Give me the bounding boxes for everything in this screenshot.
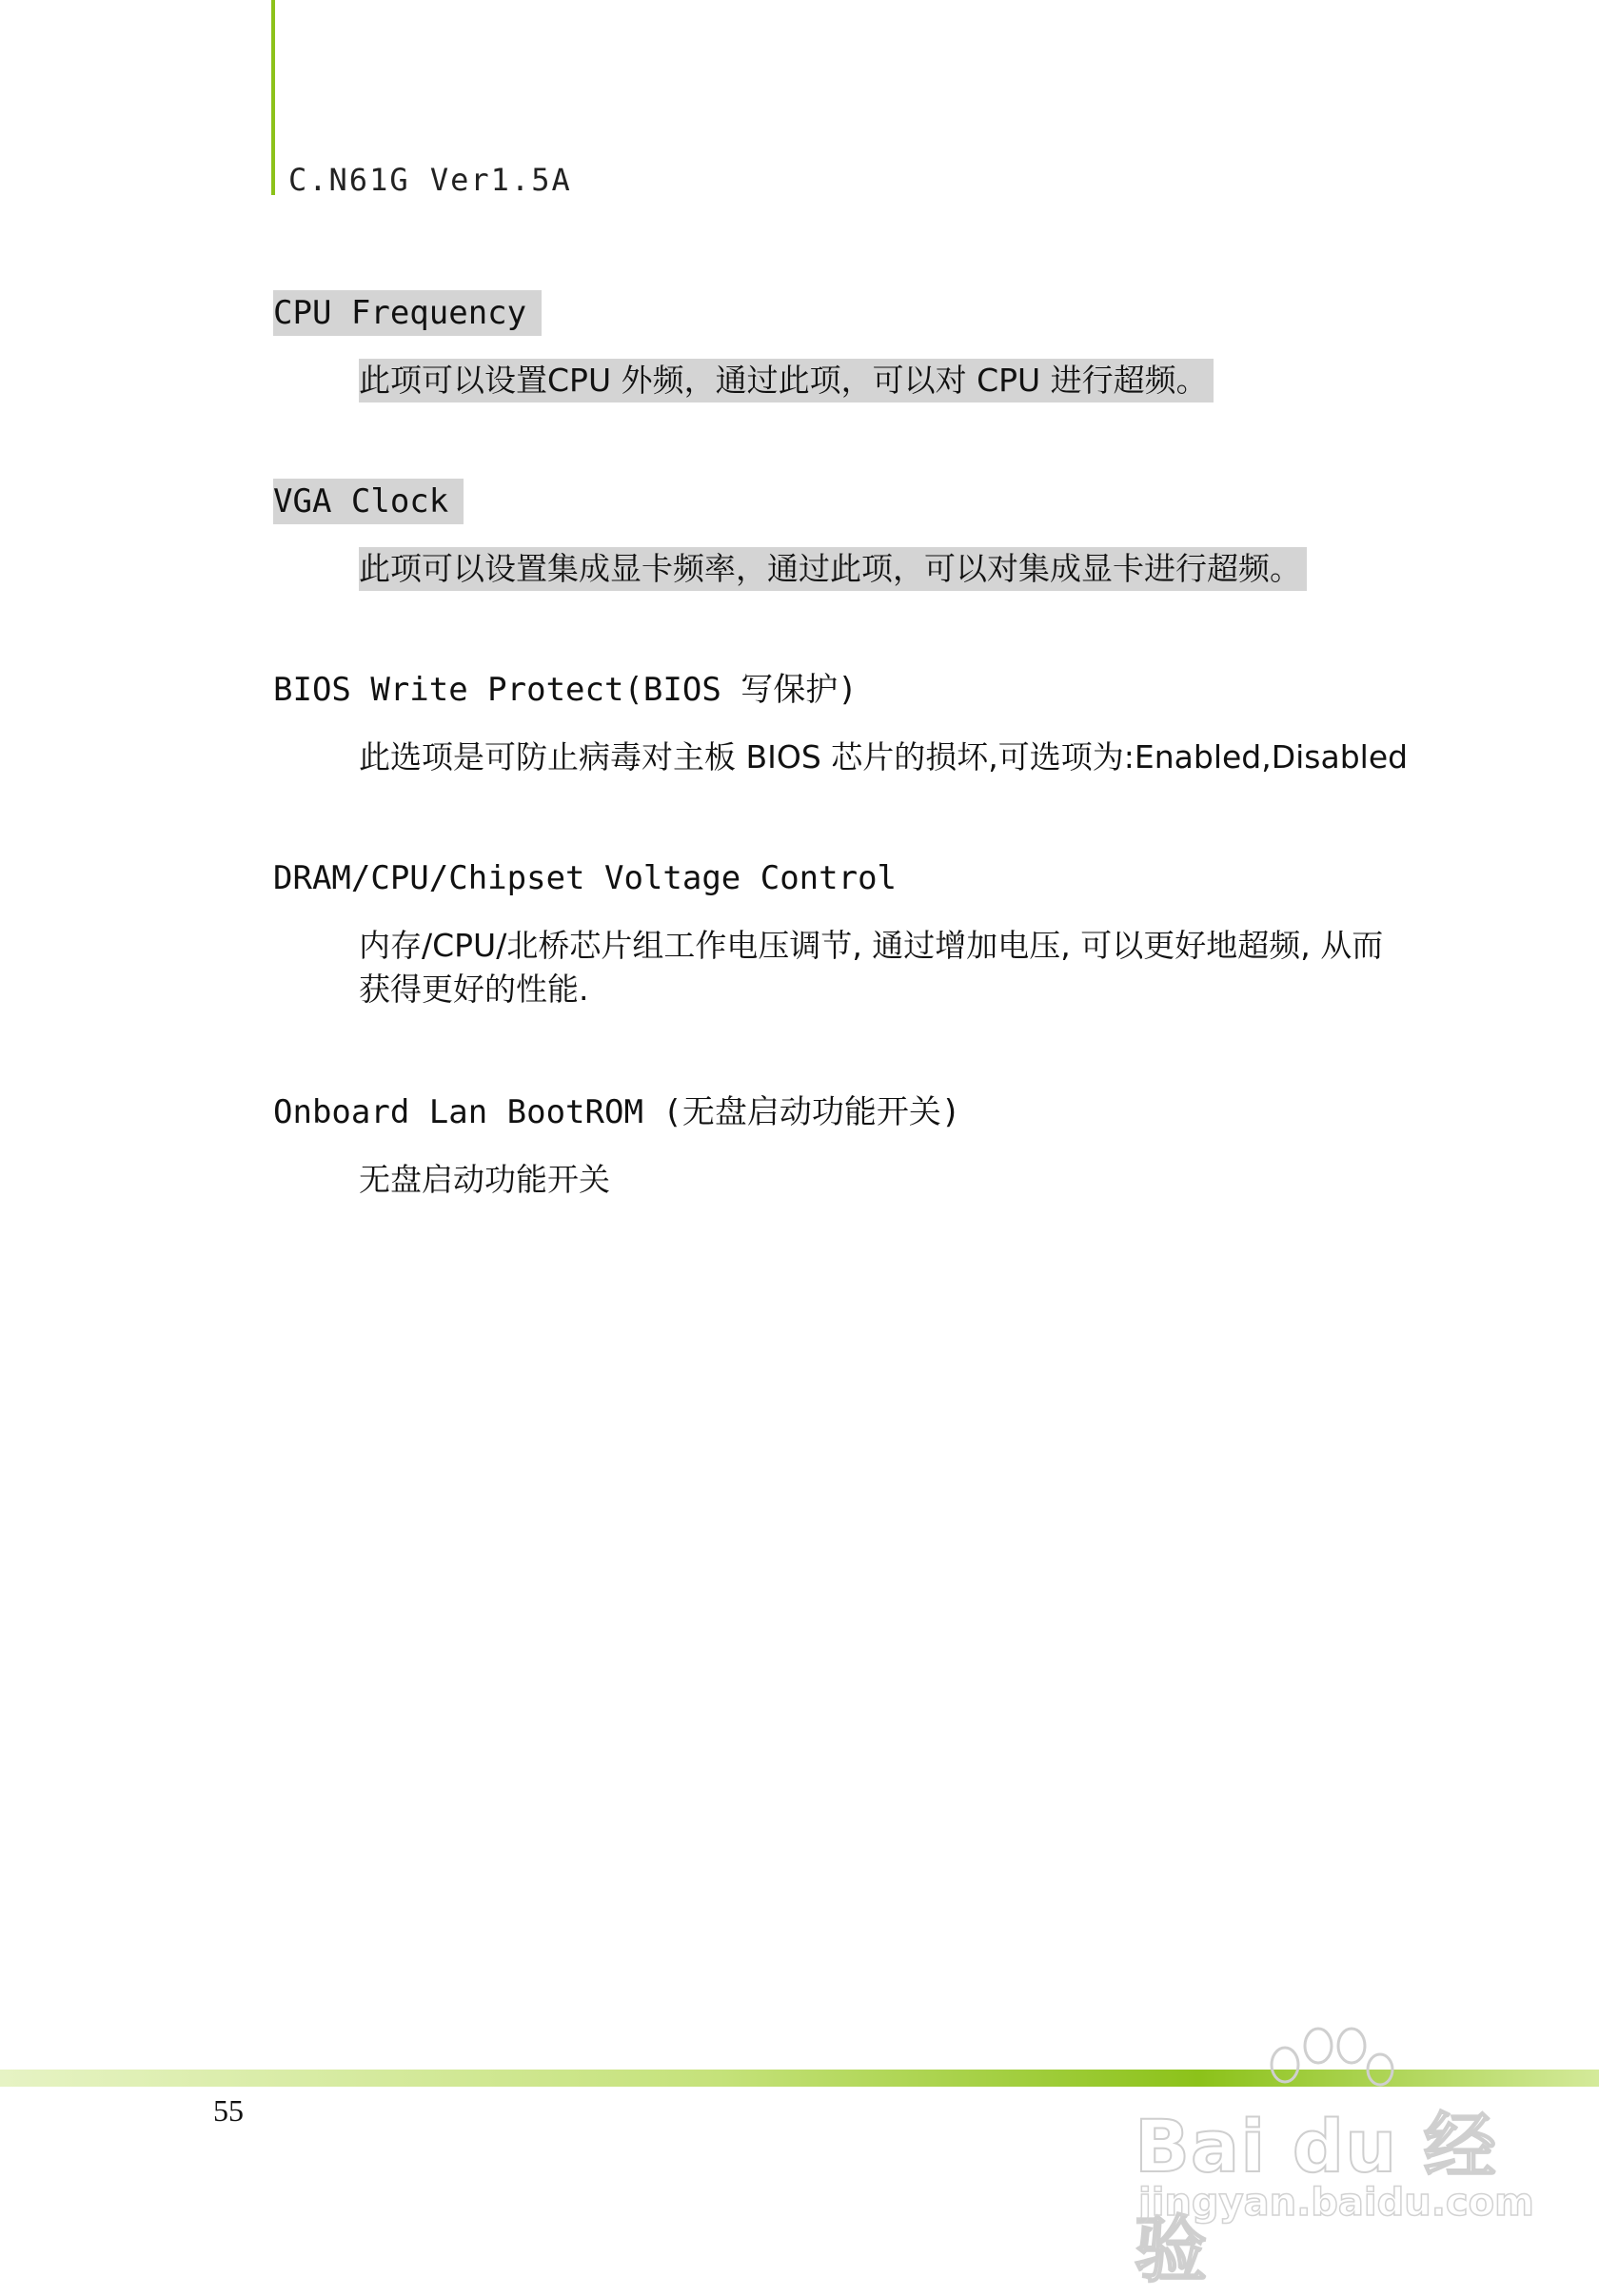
- margin-accent-bar: [271, 0, 275, 195]
- section-heading: BIOS Write Protect(BIOS 写保护): [273, 671, 858, 709]
- baidu-watermark: [1123, 2017, 1561, 2292]
- section-cpu-frequency: [273, 290, 1415, 402]
- section-bios-write-protect: [273, 667, 1415, 779]
- watermark-url: jingyan.baidu.com: [1138, 2181, 1534, 2225]
- section-description: 内存/CPU/北桥芯片组工作电压调节, 通过增加电压, 可以更好地超频, 从而获得更好的性能.: [359, 927, 1384, 1008]
- section-description: 无盘启动功能开关: [359, 1161, 610, 1198]
- section-voltage-control: [273, 855, 1415, 1011]
- section-vga-clock: [273, 479, 1415, 591]
- document-version: C.N61G Ver1.5A: [288, 162, 572, 198]
- section-heading: CPU Frequency: [273, 290, 542, 336]
- section-heading: VGA Clock: [273, 479, 464, 524]
- section-description: 此选项是可防止病毒对主板 BIOS 芯片的损坏,可选项为:Enabled,Disabled: [359, 738, 1409, 775]
- page-number: 55: [213, 2093, 244, 2128]
- watermark-brand: Bai du 经验: [1135, 2104, 1497, 2292]
- section-description: 此项可以设置集成显卡频率，通过此项，可以对集成显卡进行超频。: [359, 547, 1307, 591]
- section-heading: Onboard Lan BootROM (无盘启动功能开关): [273, 1093, 961, 1131]
- section-description: 此项可以设置CPU 外频，通过此项，可以对 CPU 进行超频。: [359, 359, 1214, 402]
- section-onboard-lan-bootrom: [273, 1089, 1415, 1202]
- section-heading: DRAM/CPU/Chipset Voltage Control: [273, 859, 898, 897]
